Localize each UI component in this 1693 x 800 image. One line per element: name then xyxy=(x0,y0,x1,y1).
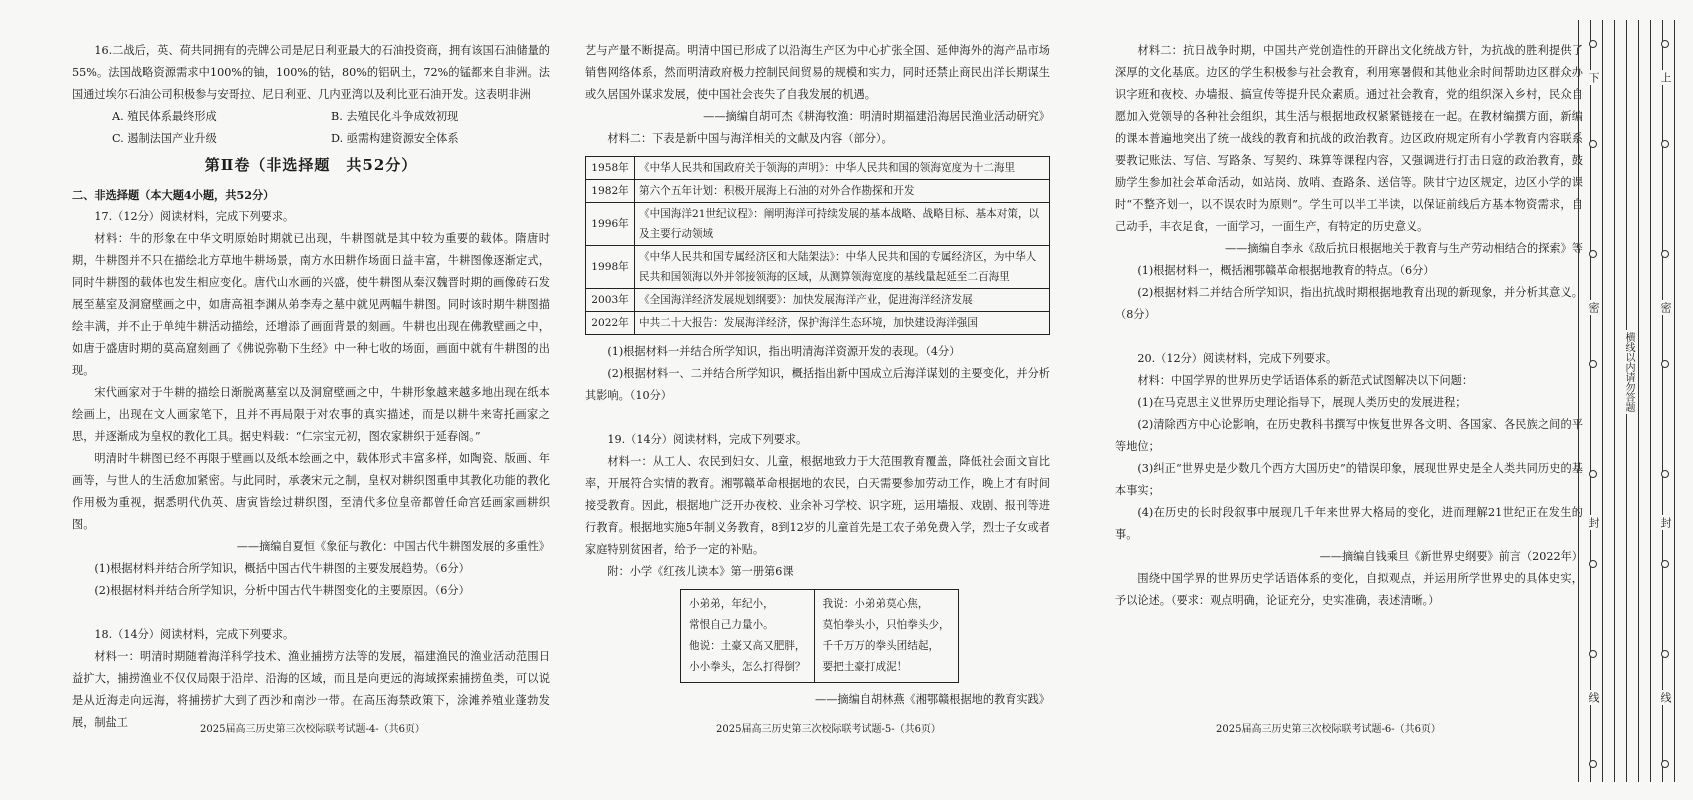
ocean-table-content: 第六个五年计划：积极开展海上石油的对外合作勘探和开发 xyxy=(635,180,1050,203)
q16-option-b: B. 去殖民化斗争成效初现 xyxy=(331,110,459,123)
q18-material-1: 材料一：明清时期随着海洋科学技术、渔业捕捞方法等的发展，福建渔民的渔业活动范围日益扩大，捕捞渔业不仅仅局限于沿岸、沿海的区域，而且是向更远的海域探索捕捞鱼类，可以说是从近海走向远海，将捕捞扩大到了西沙和南沙一带。在高压海禁政策下，涂滩养殖业蓬勃发展，制盐工 xyxy=(72,650,550,729)
q19-source-2: ——摘编自李永《敌后抗日根据地关于教育与生产劳动相结合的探索》等 xyxy=(1224,242,1583,255)
lesson-line: 小弟弟，年纪小， xyxy=(689,598,774,610)
ocean-table-row xyxy=(586,157,1050,180)
lesson-line: 千千万万的拳头团结起， xyxy=(822,640,940,652)
part2-title: 第Ⅱ卷（非选择题 共52分） xyxy=(204,156,418,174)
q16-option-c: C. 遏制法国产业升级 xyxy=(112,132,217,145)
q20-item: (1)在马克思主义世界历史理论指导下，展现人类历史的发展进程； xyxy=(1137,396,1467,409)
margin-label-outer: 密 xyxy=(1659,302,1672,313)
ocean-table-year: 2022年 xyxy=(586,312,635,335)
q20-item: (2)清除西方中心论影响，在历史教科书撰写中恢复世界各文明、各国家、各民族之间的平等地位； xyxy=(1115,418,1583,453)
q18-material-2-head: 材料二：下表是新中国与海洋相关的文献及内容（部分）。 xyxy=(607,132,893,145)
page-6-column xyxy=(1115,40,1583,612)
q17-head: 17.（12分）阅读材料，完成下列要求。 xyxy=(94,210,295,223)
lesson-right-column xyxy=(814,590,958,683)
ocean-table-content: 《中华人民共和国政府关于领海的声明》：中华人民共和国的领海宽度为十二海里 xyxy=(635,157,1050,180)
q16-options xyxy=(112,106,550,150)
no-answer-notice: 横线以内请勿答题 xyxy=(1623,332,1634,412)
page-4-column xyxy=(72,40,550,734)
margin-label-inner: 线 xyxy=(1587,692,1600,703)
page-5-footer: 2025届高三历史第三次校际联考试题-5-（共6页） xyxy=(716,724,941,735)
q16-stem: 16.二战后，英、荷共同拥有的壳牌公司是尼日利亚最大的石油投资商，拥有该国石油储量的55%。法国战略资源需求中100%的铀，100%的钴，80%的铝矾土，72%的锰都来自非洲。法国通过埃尔石油公司积极参与安哥拉、尼日利亚、几内亚湾以及利比亚石油开发。这表明非洲 xyxy=(72,44,550,101)
q19-head: 19.（14分）阅读材料，完成下列要求。 xyxy=(607,433,808,446)
ocean-table-content: 《中国海洋21世纪议程》：阐明海洋可持续发展的基本战略、战略目标、基本对策，以及主要行动领域 xyxy=(635,203,1050,246)
ocean-table-year: 2003年 xyxy=(586,289,635,312)
margin-label-outer: 线 xyxy=(1659,692,1672,703)
lesson-line: 常恨自己力量小。 xyxy=(689,619,774,631)
q20-head: 20.（12分）阅读材料，完成下列要求。 xyxy=(1137,352,1338,365)
q18-req1: (1)根据材料一并结合所学知识，指出明清海洋资源开发的表现。（4分） xyxy=(607,345,961,358)
ocean-table-year: 1996年 xyxy=(586,203,635,246)
ocean-table-row xyxy=(586,180,1050,203)
ocean-table-row xyxy=(586,289,1050,312)
ocean-table-row xyxy=(586,246,1050,289)
margin-label-inner: 下 xyxy=(1587,72,1600,83)
q16-option-d: D. 亟需构建资源安全体系 xyxy=(331,132,459,145)
margin-label-inner: 封 xyxy=(1587,517,1600,528)
margin-label-outer: 上 xyxy=(1659,72,1672,83)
q17-material-p3: 明清时牛耕图已经不再限于壁画以及纸本绘画之中，载体形式丰富多样，如陶瓷、版画、年画等，与世人的生活愈加紧密。与此同时，承袭宋元之制，皇权对耕织图重申其教化功能的教化作用极为重视，据悉明代仇英、唐寅皆绘过耕织图，至清代多位皇帝都曾任命宫廷画家画耕织图。 xyxy=(72,452,550,531)
margin-label-inner: 密 xyxy=(1587,302,1600,313)
q18-head: 18.（14分）阅读材料，完成下列要求。 xyxy=(94,628,295,641)
q19-req2: (2)根据材料二并结合所学知识，指出抗战时期根据地教育出现的新现象，并分析其意义。（8分） xyxy=(1115,286,1583,321)
q20-item: (4)在历史的长时段叙事中展现几千年来世界大格局的变化，进而理解21世纪正在发生的事。 xyxy=(1115,506,1583,541)
binding-margin xyxy=(1568,0,1693,800)
q20-source: ——摘编自钱乘旦《新世界史纲要》前言（2022年） xyxy=(1319,550,1583,563)
lesson-line: 他说：土豪又高又肥胖， xyxy=(689,640,806,652)
part2-intro: 二、非选择题（本大题4小题，共52分） xyxy=(72,188,275,202)
lesson-line: 我说：小弟弟莫心焦， xyxy=(822,598,929,610)
q19-material-1: 材料一：从工人、农民到妇女、儿童，根据地致力于大范围教育覆盖，降低社会面文盲比率，开展符合实情的教育。湘鄂赣革命根据地的农民，白天需要参加劳动工作，晚上才有时间接受教育。因此，根据地广泛开办夜校、业余补习学校、识字班，运用墙报、戏剧、报刊等进行教育。根据地实施5年制义务教育，8到12岁的儿童首先是工农子弟免费入学，烈士子女或者家庭特别贫困者，给予一定的补贴。 xyxy=(585,455,1050,556)
q17-req1: (1)根据材料并结合所学知识，概括中国古代牛耕图的主要发展趋势。（6分） xyxy=(94,562,470,575)
q17-material-p2: 宋代画家对于牛耕的描绘日渐脱离墓室以及洞窟壁画之中，牛耕形象越来越多地出现在纸本绘画上，出现在文人画家笔下，且并不再局限于对农事的真实描述，而是以耕牛来寄托画家之思，并逐渐成为皇权的教化工具。据史料载：“仁宗宝元初，图农家耕织于延春阁。” xyxy=(72,386,550,443)
q16-option-a: A. 殖民体系最终形成 xyxy=(112,110,217,123)
q19-source-1: ——摘编自胡林燕《湘鄂赣根据地的教育实践》 xyxy=(815,693,1050,706)
lesson-line: 莫怕拳头小，只怕拳头少， xyxy=(822,619,950,631)
q18-material-1-cont: 艺与产量不断提高。明清中国已形成了以沿海生产区为中心扩张全国、延伸海外的海产品市场销售网络体系，然而明清政府极力控制民间贸易的规模和实力，同时还禁止商民出洋长期谋生或久居国外谋求发展，使中国社会丧失了自我发展的机遇。 xyxy=(585,44,1050,101)
q20-task: 围绕中国学界的世界历史学话语体系的变化，自拟观点，并运用所学世界史的具体史实，予以论述。（要求：观点明确，论证充分，史实准确，表述清晰。） xyxy=(1115,572,1583,607)
q20-material: 材料：中国学界的世界历史学话语体系的新范式试图解决以下问题： xyxy=(1137,374,1474,387)
q17-material-p1: 材料：牛的形象在中华文明原始时期就已出现，牛耕图就是其中较为重要的载体。隋唐时期，牛耕图并不只在描绘北方草地牛耕场景，南方水田耕作场面日益丰富，牛耕图像逐渐定式，同时牛耕图的载体也发生相应变化。唐代山水画的兴盛，使牛耕图从秦汉魏晋时期的画像砖石发展至墓室及洞窟壁画之中，如唐高祖李渊从弟李寿之墓中就见两幅牛耕图。同时该时期牛耕图描绘丰满，并不止于单纯牛耕活动描绘，还增添了画面背景的刻画。牛耕也出现在佛教壁画之中，如唐于盛唐时期的莫高窟刻画了《佛说弥勒下生经》中一种七收的场面，画面中就有牛耕图的出现。 xyxy=(72,232,550,377)
q19-appendix: 附：小学《红孩儿读本》第一册第6课 xyxy=(607,565,794,578)
q19-req1: (1)根据材料一，概括湘鄂赣革命根据地教育的特点。（6分） xyxy=(1137,264,1435,277)
ocean-table-content: 中共二十大报告：发展海洋经济，保护海洋生态环境，加快建设海洋强国 xyxy=(635,312,1050,335)
ocean-table-content: 《全国海洋经济发展规划纲要》：加快发展海洋产业，促进海洋经济发展 xyxy=(635,289,1050,312)
page-5-column xyxy=(585,40,1050,711)
q17-req2: (2)根据材料并结合所学知识，分析中国古代牛耕图变化的主要原因。（6分） xyxy=(94,584,470,597)
q17-source: ——摘编自夏恒《象征与教化：中国古代牛耕图发展的多重性》 xyxy=(236,540,550,553)
ocean-table-row xyxy=(586,203,1050,246)
ocean-table-year: 1958年 xyxy=(586,157,635,180)
ocean-table-row xyxy=(586,312,1050,335)
ocean-table-year: 1998年 xyxy=(586,246,635,289)
textbook-lesson-box xyxy=(680,589,959,683)
lesson-line: 小小拳头，怎么打得倒？ xyxy=(689,661,806,673)
lesson-line: 要把土豪打成泥！ xyxy=(822,661,908,673)
page-4-footer: 2025届高三历史第三次校际联考试题-4-（共6页） xyxy=(200,724,425,735)
ocean-documents-table xyxy=(585,156,1050,335)
page-6-footer: 2025届高三历史第三次校际联考试题-6-（共6页） xyxy=(1216,724,1441,735)
ocean-table-content: 《中华人民共和国专属经济区和大陆架法》：中华人民共和国的专属经济区，为中华人民共和国领海以外并邻接领海的区域，从测算领海宽度的基线量起延至二百海里 xyxy=(635,246,1050,289)
lesson-left-column xyxy=(681,590,815,683)
q18-req2: (2)根据材料一、二并结合所学知识，概括指出新中国成立后海洋谋划的主要变化，并分析其影响。（10分） xyxy=(585,367,1050,402)
q18-source-1: ——摘编自胡可杰《耕海牧渔：明清时期福建沿海居民渔业活动研究》 xyxy=(703,110,1050,123)
ocean-table-year: 1982年 xyxy=(586,180,635,203)
q20-item: (3)纠正“世界史是少数几个西方大国历史”的错误印象，展现世界史是全人类共同历史的基本事实； xyxy=(1115,462,1583,497)
margin-label-outer: 封 xyxy=(1659,517,1672,528)
q19-material-2: 材料二：抗日战争时期，中国共产党创造性的开辟出文化统战方针，为抗战的胜利提供了深厚的文化基底。边区的学生积极参与社会教育，利用寒暑假和其他业余时间帮助边区群众办识字班和夜校、办墙报、搞宣传等提升民众素质。通过社会教育，党的组织深入乡村，民众自愿加入党领导的各种社会组织，其生活与根据地政权紧紧链接在一起。在教材编撰方面，新编的课本普遍地突出了统一战线的教育和抗战的政治教育。边区政府规定所有小学教育内容联系要教记账法、写信、写路条、写契约、珠算等课程内容，又强调进行打击日寇的政治教育，鼓励学生参加社会革命活动，如站岗、放哨、查路条、送信等。陕甘宁边区规定，边区小学的课时“不整齐划一，以不误农时为原则”。学生可以半工半读，以保证前线后方基本物资需求，自己动手，丰衣足食，一面学习，一面生产，有特定的历史意义。 xyxy=(1115,44,1583,233)
